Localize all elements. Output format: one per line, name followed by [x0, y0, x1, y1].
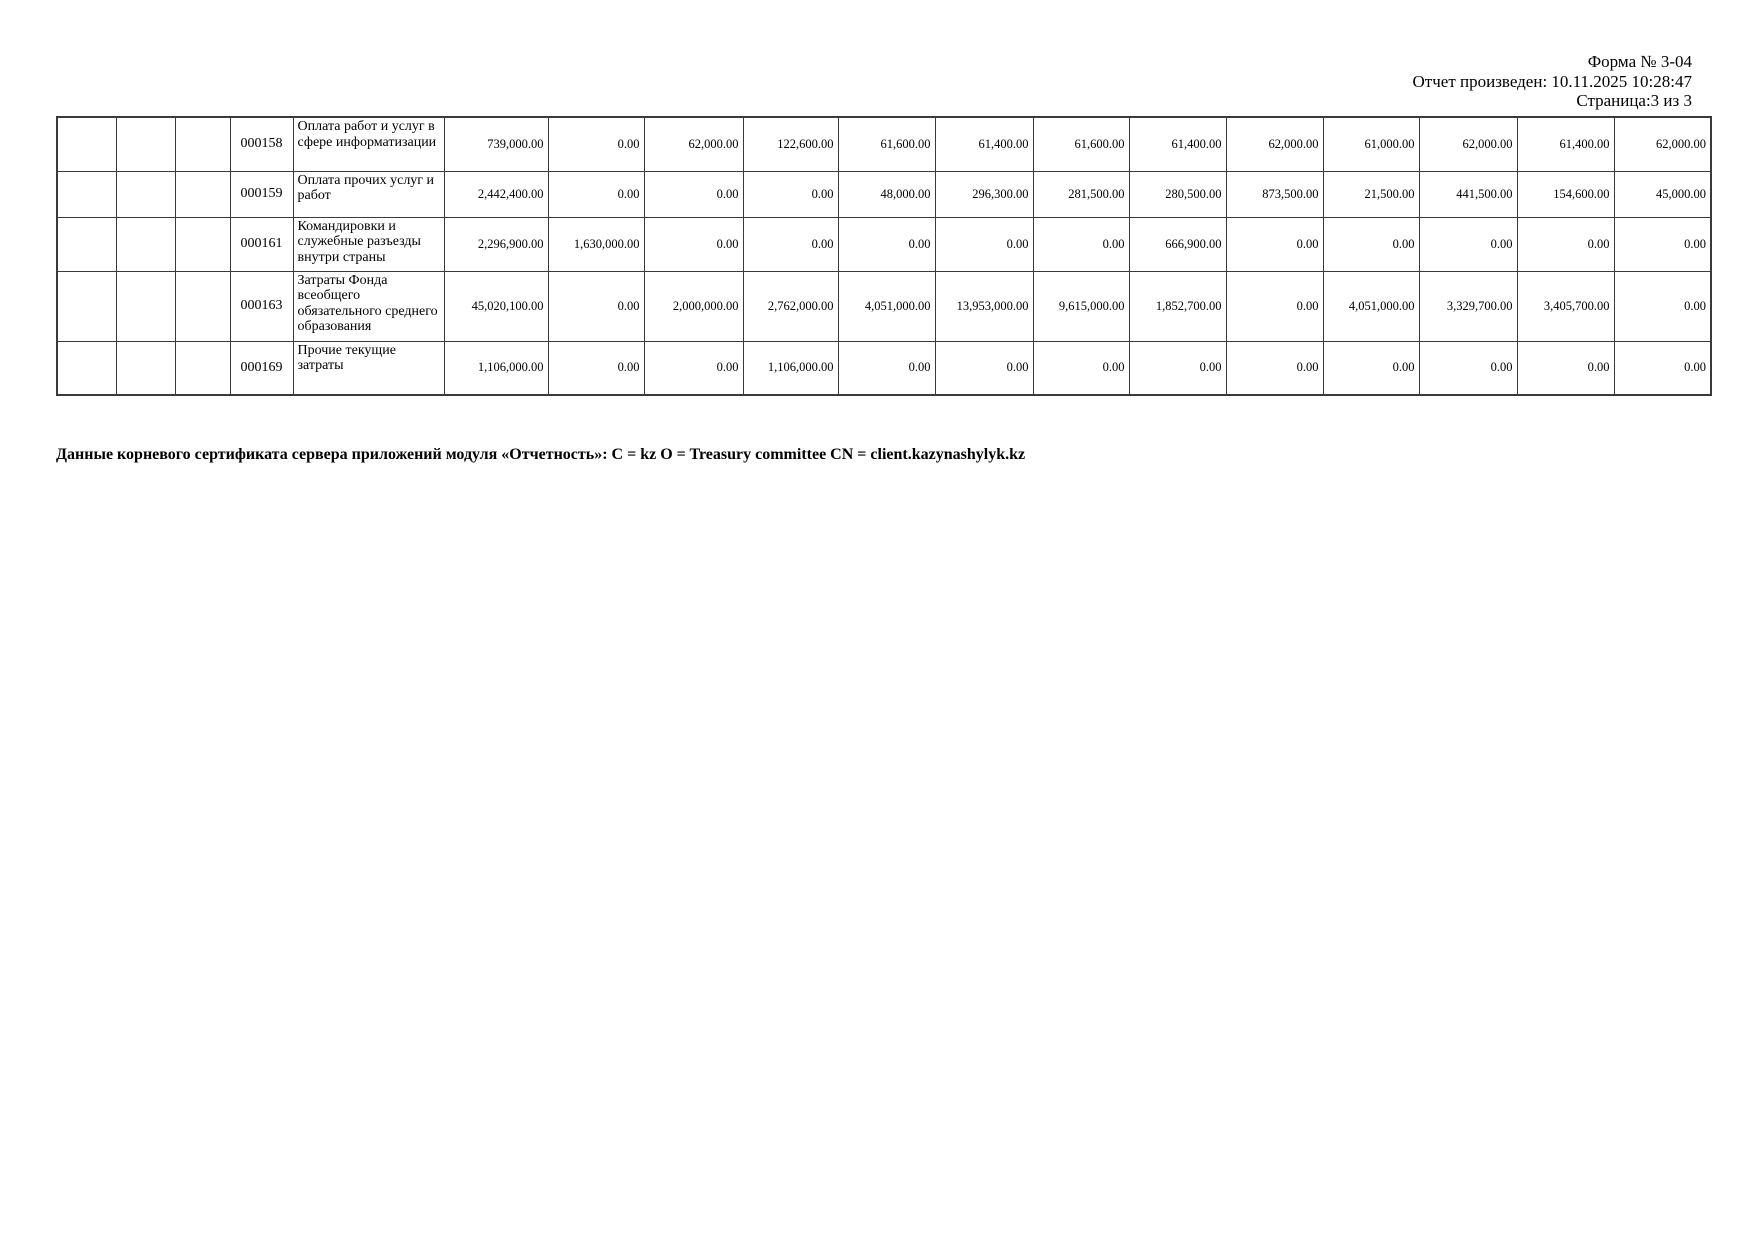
value-cell: 0.00	[935, 217, 1033, 271]
value-cell: 13,953,000.00	[935, 271, 1033, 341]
value-cell: 3,405,700.00	[1517, 271, 1614, 341]
table-row	[57, 171, 1711, 217]
value-cell: 2,296,900.00	[444, 217, 548, 271]
value-cell: 2,762,000.00	[743, 271, 838, 341]
value-cell: 0.00	[1033, 217, 1129, 271]
value-cell: 0.00	[1226, 271, 1323, 341]
value-cell: 0.00	[1614, 217, 1711, 271]
value-cell: 21,500.00	[1323, 171, 1419, 217]
value-cell: 62,000.00	[1226, 117, 1323, 171]
value-cell: 0.00	[548, 341, 644, 395]
value-cell: 45,000.00	[1614, 171, 1711, 217]
value-cell: 1,106,000.00	[444, 341, 548, 395]
value-cell: 1,630,000.00	[548, 217, 644, 271]
value-cell: 0.00	[644, 171, 743, 217]
value-cell: 61,000.00	[1323, 117, 1419, 171]
value-cell: 0.00	[644, 217, 743, 271]
value-cell: 0.00	[1419, 217, 1517, 271]
table-row	[57, 217, 1711, 271]
value-cell: 3,329,700.00	[1419, 271, 1517, 341]
row-code: 000169	[230, 341, 293, 395]
value-cell: 62,000.00	[1614, 117, 1711, 171]
value-cell: 61,400.00	[1129, 117, 1226, 171]
row-code: 000159	[230, 171, 293, 217]
empty-cell	[116, 217, 175, 271]
empty-cell	[175, 271, 230, 341]
table-row	[57, 117, 1711, 171]
value-cell: 0.00	[1323, 341, 1419, 395]
value-cell: 9,615,000.00	[1033, 271, 1129, 341]
value-cell: 122,600.00	[743, 117, 838, 171]
empty-cell	[57, 217, 116, 271]
row-code: 000161	[230, 217, 293, 271]
empty-cell	[116, 341, 175, 395]
empty-cell	[57, 271, 116, 341]
row-description: Оплата прочих услуг и работ	[293, 171, 444, 217]
value-cell: 62,000.00	[644, 117, 743, 171]
value-cell: 0.00	[1517, 341, 1614, 395]
value-cell: 0.00	[548, 117, 644, 171]
value-cell: 281,500.00	[1033, 171, 1129, 217]
value-cell: 296,300.00	[935, 171, 1033, 217]
row-description: Затраты Фонда всеобщего обязательного среднего образования	[293, 271, 444, 341]
value-cell: 0.00	[1419, 341, 1517, 395]
empty-cell	[57, 341, 116, 395]
empty-cell	[57, 171, 116, 217]
value-cell: 45,020,100.00	[444, 271, 548, 341]
value-cell: 0.00	[743, 171, 838, 217]
value-cell: 280,500.00	[1129, 171, 1226, 217]
value-cell: 154,600.00	[1517, 171, 1614, 217]
value-cell: 1,852,700.00	[1129, 271, 1226, 341]
report-header	[1413, 52, 1692, 111]
value-cell: 0.00	[548, 171, 644, 217]
value-cell: 0.00	[548, 271, 644, 341]
row-description: Командировки и служебные разъезды внутри страны	[293, 217, 444, 271]
value-cell: 48,000.00	[838, 171, 935, 217]
page-indicator: Страница:3 из 3	[1576, 91, 1692, 110]
row-description: Прочие текущие затраты	[293, 341, 444, 395]
value-cell: 61,600.00	[838, 117, 935, 171]
value-cell: 739,000.00	[444, 117, 548, 171]
report-generated-timestamp: Отчет произведен: 10.11.2025 10:28:47	[1412, 71, 1692, 91]
row-code: 000158	[230, 117, 293, 171]
value-cell: 0.00	[1614, 341, 1711, 395]
value-cell: 0.00	[838, 217, 935, 271]
empty-cell	[175, 117, 230, 171]
empty-cell	[175, 171, 230, 217]
value-cell: 62,000.00	[1419, 117, 1517, 171]
value-cell: 61,400.00	[1517, 117, 1614, 171]
form-number: Форма № 3-04	[1587, 52, 1692, 71]
empty-cell	[57, 117, 116, 171]
empty-cell	[116, 117, 175, 171]
value-cell: 0.00	[1614, 271, 1711, 341]
value-cell: 441,500.00	[1419, 171, 1517, 217]
row-code: 000163	[230, 271, 293, 341]
value-cell: 0.00	[1323, 217, 1419, 271]
value-cell: 873,500.00	[1226, 171, 1323, 217]
empty-cell	[175, 341, 230, 395]
empty-cell	[116, 171, 175, 217]
value-cell: 0.00	[743, 217, 838, 271]
value-cell: 0.00	[1226, 341, 1323, 395]
value-cell: 1,106,000.00	[743, 341, 838, 395]
value-cell: 0.00	[838, 341, 935, 395]
row-description: Оплата работ и услуг в сфере информатизации	[293, 117, 444, 171]
value-cell: 4,051,000.00	[1323, 271, 1419, 341]
table-row	[57, 271, 1711, 341]
value-cell: 2,000,000.00	[644, 271, 743, 341]
value-cell: 0.00	[644, 341, 743, 395]
value-cell: 0.00	[1517, 217, 1614, 271]
budget-report-table	[56, 116, 1712, 396]
value-cell: 4,051,000.00	[838, 271, 935, 341]
value-cell: 0.00	[1129, 341, 1226, 395]
certificate-line: Данные корневого сертификата сервера приложений модуля «Отчетность»: C = kz O = Treasury committee CN = client.kazynashylyk.kz	[56, 446, 1026, 463]
empty-cell	[175, 217, 230, 271]
empty-cell	[116, 271, 175, 341]
value-cell: 61,400.00	[935, 117, 1033, 171]
report-table-body	[57, 117, 1711, 395]
value-cell: 0.00	[935, 341, 1033, 395]
value-cell: 0.00	[1226, 217, 1323, 271]
value-cell: 666,900.00	[1129, 217, 1226, 271]
value-cell: 0.00	[1033, 341, 1129, 395]
table-row	[57, 341, 1711, 395]
value-cell: 2,442,400.00	[444, 171, 548, 217]
value-cell: 61,600.00	[1033, 117, 1129, 171]
